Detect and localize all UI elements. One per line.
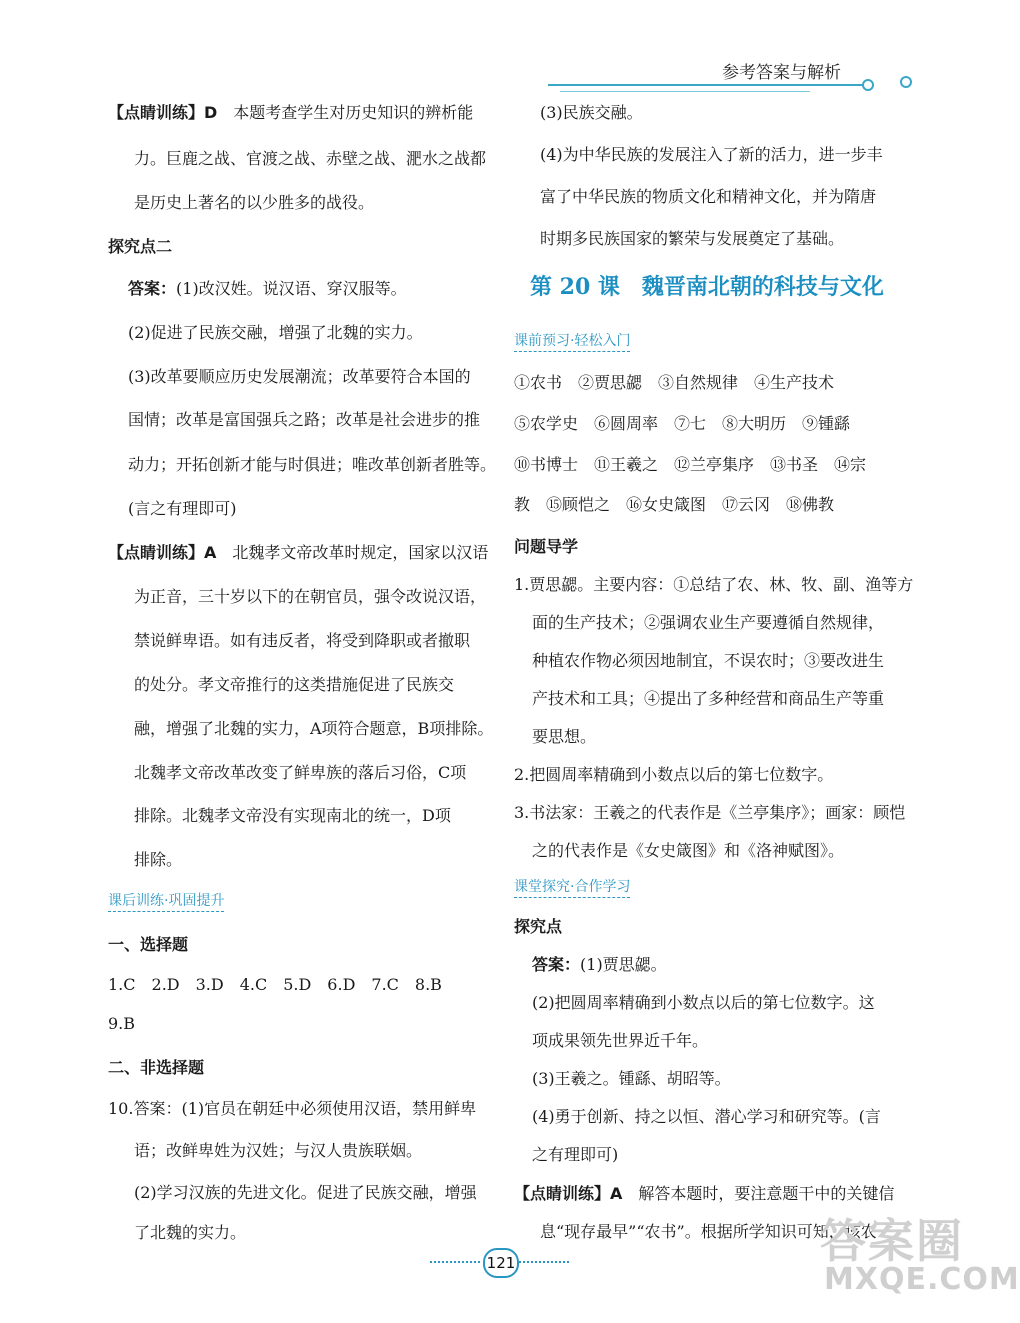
text-line: 融，增强了北魏的实力，A项符合题意，B项排除。 [134, 719, 494, 738]
text-line: 答案：(1)贾思勰。 [532, 955, 667, 974]
text-line: ①农书 ②贾思勰 ③自然规律 ④生产技术 [514, 373, 835, 392]
text-line: 动力；开拓创新才能与时俱进；唯改革创新者胜等。 [128, 455, 497, 474]
section-header: 课堂探究·合作学习 [514, 876, 630, 896]
text-line: 之有理即可) [532, 1145, 619, 1164]
header-dot [900, 76, 912, 88]
header-rule-thin [560, 91, 810, 92]
page-number: 121 [483, 1248, 519, 1278]
text-line: (言之有理即可) [128, 499, 237, 518]
text-line: 项成果领先世界近千年。 [532, 1031, 709, 1050]
text-line: 【点睛训练】A 解答本题时，要注意题干中的关键信 [514, 1184, 895, 1203]
text-line: (4)为中华民族的发展注入了新的活力，进一步丰 [540, 145, 883, 164]
text-line: 教 ⑮顾恺之 ⑯女史箴图 ⑰云冈 ⑱佛教 [514, 495, 835, 514]
text-line: 北魏孝文帝改革改变了鲜卑族的落后习俗，C项 [134, 763, 467, 782]
text-line: 语；改鲜卑姓为汉姓；与汉人贵族联姻。 [134, 1141, 423, 1160]
text-line: 【点睛训练】A 北魏孝文帝改革时规定，国家以汉语 [108, 543, 489, 562]
header-rule [548, 84, 868, 86]
text-line: 2.把圆周率精确到小数点以后的第七位数字。 [514, 765, 834, 784]
text-line: 力。巨鹿之战、官渡之战、赤壁之战、淝水之战都 [134, 149, 487, 168]
text-line: 是历史上著名的以少胜多的战役。 [134, 193, 375, 212]
text-line: (3)王羲之。锺繇、胡昭等。 [532, 1069, 731, 1088]
text-line: (4)勇于创新、持之以恒、潜心学习和研究等。(言 [532, 1107, 881, 1126]
text-line: 1.贾思勰。主要内容：①总结了农、林、牧、副、渔等方 [514, 575, 914, 594]
text-line: 【点睛训练】D 本题考查学生对历史知识的辨析能 [108, 103, 474, 122]
text-line: 富了中华民族的物质文化和精神文化，并为隋唐 [540, 187, 877, 206]
text-line: (3)民族交融。 [540, 103, 643, 122]
text-line: 时期多民族国家的繁荣与发展奠定了基础。 [540, 229, 845, 248]
text-line: 9.B [108, 1014, 136, 1033]
text-line: 禁说鲜卑语。如有违反者，将受到降职或者撤职 [134, 631, 471, 650]
text-line: 的处分。孝文帝推行的这类措施促进了民族交 [134, 675, 455, 694]
text-line: 面的生产技术；②强调农业生产要遵循自然规律， [532, 613, 885, 632]
subheading: 探究点 [514, 917, 563, 936]
header-title: 参考答案与解析 [722, 63, 841, 83]
text-line: 1.C 2.D 3.D 4.C 5.D 6.D 7.C 8.B [108, 975, 442, 994]
page-number-dots [519, 1261, 569, 1263]
text-line: 息“现存最早”“农书”。根据所学知识可知，该农 [540, 1222, 877, 1241]
text-line: 产技术和工具；④提出了多种经营和商品生产等重 [532, 689, 885, 708]
page-number-badge [430, 1248, 570, 1276]
text-line: 种植农作物必须因地制宜，不误农时；③要改进生 [532, 651, 885, 670]
text-line: ⑩书博士 ⑪王羲之 ⑫兰亭集序 ⑬书圣 ⑭宗 [514, 455, 867, 474]
text-line: 要思想。 [532, 727, 597, 746]
text-line: 3.书法家：王羲之的代表作是《兰亭集序》；画家：顾恺 [514, 803, 906, 822]
section-header: 课前预习·轻松入门 [514, 330, 630, 350]
text-line: (3)改革要顺应历史发展潮流；改革要符合本国的 [128, 367, 471, 386]
subheading: 问题导学 [514, 537, 579, 556]
watermark-url: MXQE.COM [824, 1262, 1020, 1297]
lesson-title: 第 20 课 魏晋南北朝的科技与文化 [530, 274, 884, 300]
text-line: (2)把圆周率精确到小数点以后的第七位数字。这 [532, 993, 875, 1012]
text-line: (2)学习汉族的先进文化。促进了民族交融，增强 [134, 1183, 477, 1202]
subheading: 探究点二 [108, 237, 173, 256]
text-line: 排除。北魏孝文帝没有实现南北的统一，D项 [134, 806, 451, 825]
section-header: 课后训练·巩固提升 [108, 890, 224, 910]
watermark-logo: 答案圈 [820, 1214, 964, 1268]
text-line: 之的代表作是《女史箴图》和《洛神赋图》。 [532, 841, 845, 860]
text-line: 为正音，三十岁以下的在朝官员，强令改说汉语， [134, 587, 487, 606]
text-line: 排除。 [134, 850, 183, 869]
text-line: 10.答案：(1)官员在朝廷中必须使用汉语，禁用鲜卑 [108, 1099, 477, 1118]
subheading: 一、选择题 [108, 935, 189, 954]
text-line: 答案：(1)改汉姓。说汉语、穿汉服等。 [128, 279, 407, 298]
subheading: 二、非选择题 [108, 1058, 205, 1077]
header-dot [862, 79, 874, 91]
text-line: (2)促进了民族交融，增强了北魏的实力。 [128, 323, 423, 342]
text-line: ⑤农学史 ⑥圆周率 ⑦七 ⑧大明历 ⑨锺繇 [514, 414, 851, 433]
text-line: 国情；改革是富国强兵之路；改革是社会进步的推 [128, 410, 481, 429]
page-number-dots [430, 1261, 480, 1263]
text-line: 了北魏的实力。 [134, 1223, 247, 1242]
